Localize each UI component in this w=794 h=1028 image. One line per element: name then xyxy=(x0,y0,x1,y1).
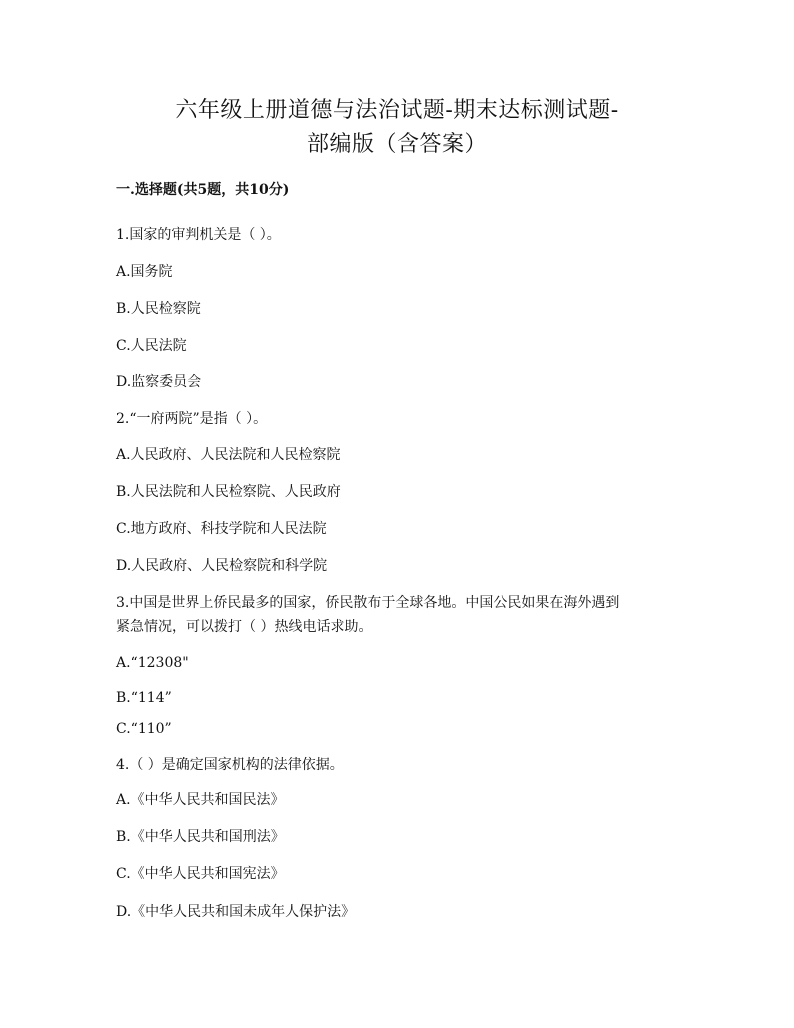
question-2-option-c: C.地方政府、科技学院和人民法院 xyxy=(116,521,327,537)
question-4-option-d: D.《中华人民共和国未成年人保护法》 xyxy=(116,904,356,920)
question-4-option-a: A.《中华人民共和国民法》 xyxy=(116,792,285,808)
question-3-stem-line-1: 3.中国是世界上侨民最多的国家，侨民散布于全球各地。中国公民如果在海外遇到 xyxy=(116,595,620,611)
question-2-option-d: D.人民政府、人民检察院和科学院 xyxy=(116,558,328,574)
section-heading: 一.选择题(共5题，共10分) xyxy=(116,182,290,198)
question-4-option-b: B.《中华人民共和国刑法》 xyxy=(116,829,285,845)
question-1-option-c: C.人民法院 xyxy=(116,338,187,354)
question-1-option-d: D.监察委员会 xyxy=(116,374,202,390)
document-title-line-2: 部编版（含答案） xyxy=(306,132,487,157)
question-4-stem: 4.（ ）是确定国家机构的法律依据。 xyxy=(116,757,344,773)
question-1-option-b: B.人民检察院 xyxy=(116,301,201,317)
question-4-option-c: C.《中华人民共和国宪法》 xyxy=(116,866,285,882)
document-title-line-1: 六年级上册道德与法治试题-期末达标测试题- xyxy=(175,98,619,123)
question-2-stem: 2.“一府两院”是指（ ）。 xyxy=(116,411,268,427)
question-1-option-a: A.国务院 xyxy=(116,264,173,280)
question-2-option-a: A.人民政府、人民法院和人民检察院 xyxy=(116,447,341,463)
question-2-option-b: B.人民法院和人民检察院、人民政府 xyxy=(116,484,341,500)
question-3-option-c: C.“110” xyxy=(116,721,172,737)
question-3-option-b: B.“114” xyxy=(116,690,172,706)
question-1-stem: 1.国家的审判机关是（ ）。 xyxy=(116,227,281,243)
question-3-stem-line-2: 紧急情况，可以拨打（ ）热线电话求助。 xyxy=(116,619,373,635)
question-3-option-a: A.“12308" xyxy=(116,655,189,671)
